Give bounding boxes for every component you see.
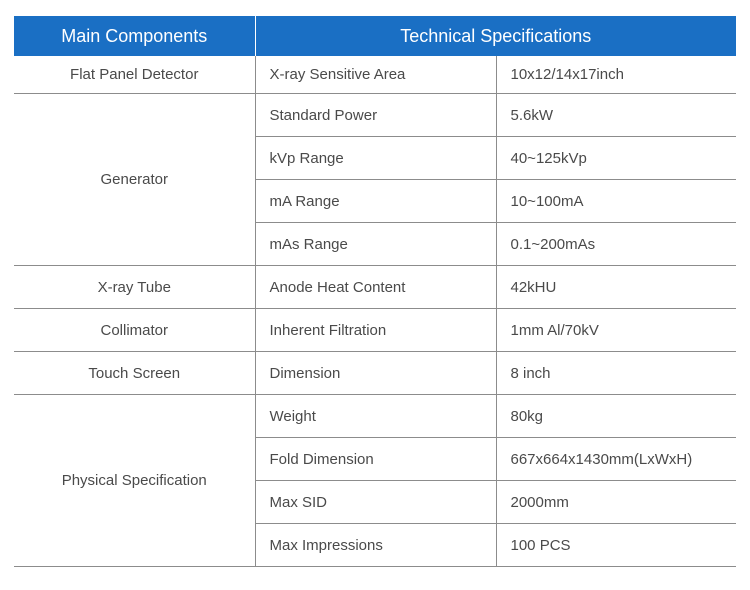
spec-value-cell: 10x12/14x17inch	[496, 56, 736, 94]
spec-value-cell: 0.1~200mAs	[496, 223, 736, 266]
component-cell: X-ray Tube	[14, 266, 255, 309]
table-row	[14, 94, 736, 137]
component-cell: Flat Panel Detector	[14, 56, 255, 94]
spec-name-cell: mAs Range	[255, 223, 496, 266]
spec-value-cell: 40~125kVp	[496, 137, 736, 180]
component-cell: Physical Specification	[14, 395, 255, 567]
component-cell: Generator	[14, 94, 255, 266]
header-main-components: Main Components	[14, 16, 255, 56]
spec-name-cell: Standard Power	[255, 94, 496, 137]
spec-value-cell: 2000mm	[496, 481, 736, 524]
spec-value-cell: 667x664x1430mm(LxWxH)	[496, 438, 736, 481]
spec-name-cell: Inherent Filtration	[255, 309, 496, 352]
table-row	[14, 56, 736, 94]
spec-name-cell: kVp Range	[255, 137, 496, 180]
component-cell: Collimator	[14, 309, 255, 352]
table-row	[14, 309, 736, 352]
table-row	[14, 352, 736, 395]
specifications-table	[14, 16, 736, 567]
spec-name-cell: Max SID	[255, 481, 496, 524]
table-row	[14, 395, 736, 438]
spec-name-cell: Anode Heat Content	[255, 266, 496, 309]
table-header-row	[14, 16, 736, 56]
spec-value-cell: 10~100mA	[496, 180, 736, 223]
spec-name-cell: Fold Dimension	[255, 438, 496, 481]
spec-name-cell: X-ray Sensitive Area	[255, 56, 496, 94]
spec-name-cell: mA Range	[255, 180, 496, 223]
spec-value-cell: 5.6kW	[496, 94, 736, 137]
spec-value-cell: 80kg	[496, 395, 736, 438]
spec-value-cell: 42kHU	[496, 266, 736, 309]
spec-value-cell: 1mm Al/70kV	[496, 309, 736, 352]
spec-value-cell: 100 PCS	[496, 524, 736, 567]
spec-name-cell: Max Impressions	[255, 524, 496, 567]
component-cell: Touch Screen	[14, 352, 255, 395]
header-technical-specifications: Technical Specifications	[255, 16, 736, 56]
table-row	[14, 266, 736, 309]
spec-value-cell: 8 inch	[496, 352, 736, 395]
spec-name-cell: Dimension	[255, 352, 496, 395]
spec-name-cell: Weight	[255, 395, 496, 438]
